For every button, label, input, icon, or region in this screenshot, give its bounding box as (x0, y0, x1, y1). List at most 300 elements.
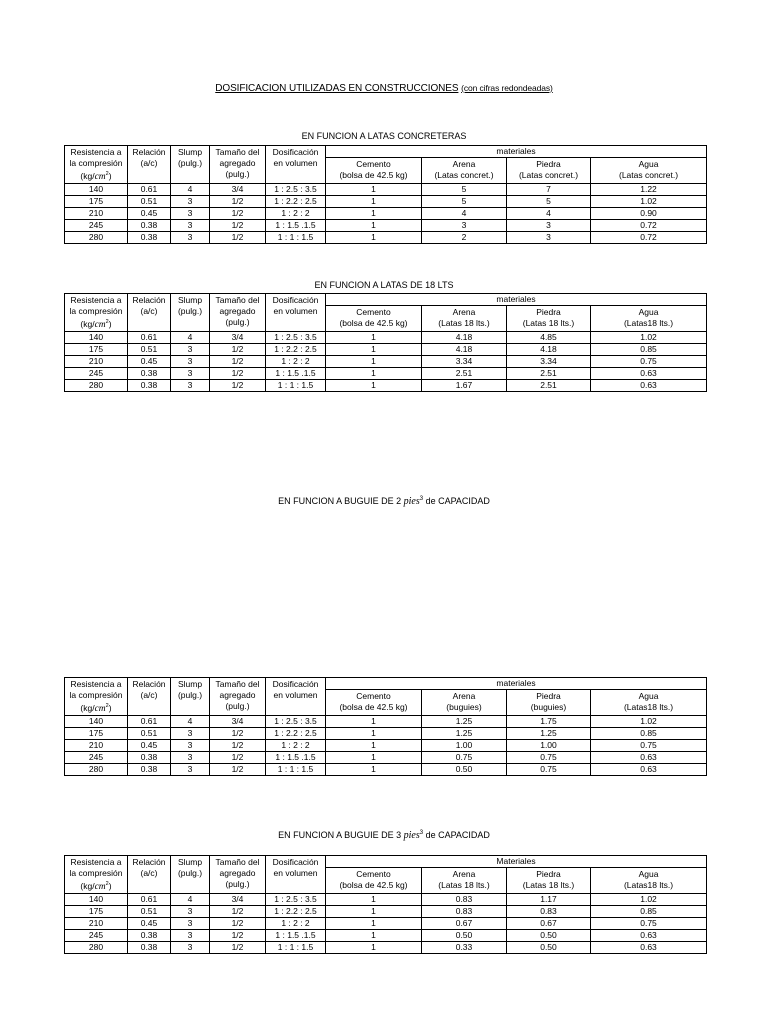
cell-text: en volumen (273, 868, 318, 878)
header-relacion (128, 294, 171, 332)
table-cell: 4 (171, 715, 210, 727)
cell-text: (kg/ (80, 702, 95, 713)
table-cell: 175 (65, 343, 128, 355)
table-cell: 1 (326, 751, 422, 763)
header-dosificacion (266, 294, 326, 332)
table-cell: 0.67 (507, 917, 591, 929)
table-cell: 0.85 (591, 343, 707, 355)
header-arena (422, 690, 507, 716)
table-cell: 1 : 2.5 : 3.5 (266, 715, 326, 727)
table-cell: 3 (171, 219, 210, 231)
table-cell: 1 (326, 929, 422, 941)
table-cell: 1 : 2 : 2 (266, 207, 326, 219)
cell-text: Tamaño del (215, 295, 260, 305)
table-cell: 1 : 2.2 : 2.5 (266, 727, 326, 739)
cell-text: (pulg.) (177, 868, 203, 878)
table-cell: 0.72 (591, 219, 707, 231)
table-cell: 0.50 (507, 929, 591, 941)
cell-text: agregado (219, 306, 256, 316)
table-cell: 3 (171, 343, 210, 355)
table-cell: 1 : 2.2 : 2.5 (266, 905, 326, 917)
table-cell: 1 (326, 219, 422, 231)
section-1-title: EN FUNCION A LATAS CONCRETERAS (301, 131, 467, 141)
table-cell: 140 (65, 893, 128, 905)
cell-text: ) (108, 702, 112, 713)
table-buguie-2-pies (64, 677, 707, 776)
table-cell: 1 : 1 : 1.5 (266, 379, 326, 391)
header-tamano-agregado (210, 146, 266, 184)
table-cell: 1/2 (210, 355, 266, 367)
table-cell: 3 (171, 207, 210, 219)
table-cell: 1 (326, 763, 422, 775)
table-cell: 1 (326, 905, 422, 917)
cell-text: (a/c) (140, 306, 158, 316)
table-cell: 280 (65, 941, 128, 953)
header-cemento (326, 690, 422, 716)
document-title-note: (con cifras redondeadas) (461, 83, 553, 93)
cell-text: agregado (219, 868, 256, 878)
cell-text: (Latas18 lts.) (623, 702, 674, 712)
header-tamano-agregado (210, 856, 266, 894)
cell-text: Dosificación (272, 679, 319, 689)
table-row (65, 219, 707, 231)
table-cell: 1 : 1.5 .1.5 (266, 751, 326, 763)
table-row (65, 231, 707, 243)
table-cell: 1.25 (422, 727, 507, 739)
cell-text: Dosificación (272, 295, 319, 305)
table-cell: 4.18 (422, 331, 507, 343)
table-cell: 0.38 (128, 763, 171, 775)
table-cell: 1.25 (507, 727, 591, 739)
table-latas-18-lts (64, 293, 707, 392)
table-cell: 0.83 (422, 905, 507, 917)
cell-text: (Latas concret.) (518, 170, 579, 180)
section-3-title (0, 496, 768, 507)
table-cell: 0.45 (128, 207, 171, 219)
table-cell: 1.75 (507, 715, 591, 727)
cell-text: Piedra (536, 869, 561, 879)
cell-text: pies (403, 830, 420, 841)
cell-text: cm (94, 319, 106, 330)
table-cell: 210 (65, 917, 128, 929)
table-cell: 3/4 (210, 183, 266, 195)
table-cell: 1 (326, 183, 422, 195)
cell-text: Relación (132, 679, 166, 689)
table-cell: 0.90 (591, 207, 707, 219)
header-agua (591, 690, 707, 716)
table-cell: 1 : 2.5 : 3.5 (266, 893, 326, 905)
cell-text: (Latas 18 lts.) (438, 880, 490, 890)
cell-text: (Latas18 lts.) (623, 318, 674, 328)
table-cell: 0.75 (591, 917, 707, 929)
table-cell: 2 (422, 231, 507, 243)
table-cell: 1/2 (210, 917, 266, 929)
header-cemento (326, 868, 422, 894)
cell-text: (bolsa de 42.5 kg) (339, 702, 408, 712)
cell-text: cm (94, 171, 106, 182)
cell-text: (a/c) (140, 868, 158, 878)
table-cell: 0.51 (128, 905, 171, 917)
header-tamano-agregado (210, 678, 266, 716)
table-cell: 1.02 (591, 195, 707, 207)
header-dosificacion (266, 146, 326, 184)
table-cell: 1/2 (210, 763, 266, 775)
table-cell: 245 (65, 367, 128, 379)
header-relacion (128, 856, 171, 894)
cell-text: Resistencia a (70, 295, 122, 305)
header-agua (591, 868, 707, 894)
table-cell: 3.34 (507, 355, 591, 367)
table-cell: 3 (171, 941, 210, 953)
section-4-title (0, 830, 768, 841)
table-cell: 0.38 (128, 219, 171, 231)
cell-text: Slump (177, 857, 203, 867)
table-cell: 1 (326, 367, 422, 379)
table-cell: 3 (507, 231, 591, 243)
table-cell: 0.72 (591, 231, 707, 243)
table-cell: 0.61 (128, 331, 171, 343)
table-cell: 1 (326, 727, 422, 739)
cell-text: Agua (638, 159, 659, 169)
cell-text: cm (94, 703, 106, 714)
header-relacion (128, 146, 171, 184)
cell-text: (a/c) (140, 158, 158, 168)
table-cell: 1/2 (210, 905, 266, 917)
cell-text: (kg/ (80, 318, 95, 329)
table-cell: 4 (171, 331, 210, 343)
table-cell: 1 (326, 207, 422, 219)
table-cell: 3/4 (210, 715, 266, 727)
table-cell: 5 (422, 195, 507, 207)
table-cell: 140 (65, 183, 128, 195)
table-cell: 0.75 (507, 763, 591, 775)
cell-text: de CAPACIDAD (423, 830, 490, 840)
table-cell: 1 (326, 355, 422, 367)
header-resistencia (65, 146, 128, 184)
table-cell: 1 : 2 : 2 (266, 917, 326, 929)
table-cell: 0.45 (128, 739, 171, 751)
table-cell: 0.63 (591, 751, 707, 763)
table-cell: 245 (65, 929, 128, 941)
cell-text: (bolsa de 42.5 kg) (339, 318, 408, 328)
table-cell: 1/2 (210, 727, 266, 739)
cell-text: (Latas 18 lts.) (522, 318, 575, 328)
cell-text: la compresión (69, 158, 123, 168)
cell-text: (kg/ (80, 880, 95, 891)
cell-text: de CAPACIDAD (423, 496, 490, 506)
table-cell: 0.83 (507, 905, 591, 917)
table-cell: 3/4 (210, 331, 266, 343)
cell-text: Slump (177, 147, 203, 157)
table-cell: 1 : 1.5 .1.5 (266, 219, 326, 231)
cell-text: 2 (105, 881, 109, 887)
table-cell: 1/2 (210, 739, 266, 751)
table-cell: 175 (65, 905, 128, 917)
cell-text: en volumen (273, 306, 318, 316)
table-cell: 1/2 (210, 367, 266, 379)
table-row (65, 727, 707, 739)
table-cell: 210 (65, 207, 128, 219)
cell-text: (pulg.) (225, 317, 250, 327)
table-row (65, 763, 707, 775)
section-2-title: EN FUNCION A LATAS DE 18 LTS (314, 280, 454, 290)
table-cell: 2.51 (507, 367, 591, 379)
cell-text: 3 (419, 830, 424, 836)
table-cell: 3 (171, 739, 210, 751)
cell-text: (kg/ (80, 170, 95, 181)
table-cell: 1 (326, 739, 422, 751)
table-cell: 140 (65, 331, 128, 343)
cell-text (65, 879, 127, 893)
table-cell: 1 : 1.5 .1.5 (266, 367, 326, 379)
table-row (65, 893, 707, 905)
cell-text (65, 317, 127, 331)
header-piedra (507, 158, 591, 184)
header-materiales: Materiales (326, 856, 707, 868)
cell-text: ) (108, 880, 112, 891)
table-cell: 0.85 (591, 905, 707, 917)
document-title-text: DOSIFICACION UTILIZADAS EN CONSTRUCCIONES (215, 83, 459, 94)
document-title (0, 83, 768, 94)
cell-text: 2 (105, 319, 109, 325)
table-cell: 1.00 (422, 739, 507, 751)
header-piedra (507, 690, 591, 716)
cell-text: (pulg.) (177, 158, 203, 168)
cell-text: (pulg.) (177, 690, 203, 700)
table-cell: 1/2 (210, 231, 266, 243)
table-cell: 1 (326, 343, 422, 355)
table-cell: 1 (326, 231, 422, 243)
header-cemento (326, 158, 422, 184)
header-materiales: materiales (326, 678, 707, 690)
table-row (65, 905, 707, 917)
table-cell: 0.75 (422, 751, 507, 763)
cell-text: la compresión (69, 690, 123, 700)
cell-text: pies (403, 496, 420, 507)
table-cell: 0.50 (507, 941, 591, 953)
table-cell: 0.51 (128, 727, 171, 739)
table-cell: 3 (171, 355, 210, 367)
table-latas-concreteras (64, 145, 707, 244)
cell-text: Agua (638, 307, 659, 317)
cell-text: Dosificación (272, 147, 319, 157)
table-row (65, 207, 707, 219)
table-cell: 3 (171, 917, 210, 929)
cell-text: Tamaño del (215, 147, 260, 157)
cell-text: Agua (638, 691, 659, 701)
table-cell: 175 (65, 195, 128, 207)
table-cell: 140 (65, 715, 128, 727)
cell-text: en volumen (273, 158, 318, 168)
table-cell: 1 : 2.2 : 2.5 (266, 195, 326, 207)
table-cell: 3 (171, 379, 210, 391)
table-row (65, 941, 707, 953)
table-cell: 1 (326, 195, 422, 207)
table-row (65, 367, 707, 379)
header-arena (422, 306, 507, 332)
cell-text: 3 (419, 496, 424, 502)
table-buguie-3-pies (64, 855, 707, 954)
cell-text: agregado (219, 158, 256, 168)
cell-text: Cemento (356, 307, 391, 317)
table-cell: 1/2 (210, 929, 266, 941)
table-cell: 3 (171, 763, 210, 775)
table-cell: 5 (422, 183, 507, 195)
table-cell: 0.61 (128, 893, 171, 905)
table-cell: 0.75 (591, 739, 707, 751)
cell-text: Cemento (356, 869, 391, 879)
header-slump (171, 856, 210, 894)
cell-text: Agua (638, 869, 659, 879)
table-row (65, 917, 707, 929)
table-cell: 0.61 (128, 183, 171, 195)
table-cell: 1.67 (422, 379, 507, 391)
cell-text: (buguies) (530, 702, 567, 712)
table-cell: 4.85 (507, 331, 591, 343)
table-cell: 175 (65, 727, 128, 739)
table-cell: 4 (171, 893, 210, 905)
table-cell: 1/2 (210, 207, 266, 219)
table-cell: 1 (326, 941, 422, 953)
cell-text: Relación (132, 857, 166, 867)
table-cell: 1 : 1 : 1.5 (266, 231, 326, 243)
header-resistencia (65, 856, 128, 894)
table-cell: 3 (507, 219, 591, 231)
cell-text: Piedra (536, 159, 561, 169)
table-cell: 1/2 (210, 219, 266, 231)
header-relacion (128, 678, 171, 716)
cell-text: en volumen (273, 690, 318, 700)
cell-text: la compresión (69, 868, 123, 878)
table-cell: 4 (507, 207, 591, 219)
table-row (65, 929, 707, 941)
header-agua (591, 158, 707, 184)
table-cell: 1 : 2.5 : 3.5 (266, 183, 326, 195)
table-cell: 2.51 (422, 367, 507, 379)
table-cell: 1 (326, 893, 422, 905)
table-cell: 0.67 (422, 917, 507, 929)
cell-text: 2 (105, 171, 109, 177)
table-row (65, 379, 707, 391)
table-cell: 1.02 (591, 331, 707, 343)
table-cell: 1/2 (210, 343, 266, 355)
table-cell: 3 (171, 905, 210, 917)
table-cell: 0.38 (128, 231, 171, 243)
cell-text: (bolsa de 42.5 kg) (339, 880, 408, 890)
cell-text: (Latas 18 lts.) (522, 880, 575, 890)
table-cell: 0.45 (128, 917, 171, 929)
table-cell: 0.75 (507, 751, 591, 763)
cell-text: Slump (177, 295, 203, 305)
cell-text (65, 169, 127, 183)
table-cell: 245 (65, 751, 128, 763)
cell-text (65, 701, 127, 715)
cell-text: (Latas concret.) (618, 170, 679, 180)
table-cell: 1.17 (507, 893, 591, 905)
cell-text: Relación (132, 147, 166, 157)
table-cell: 4.18 (507, 343, 591, 355)
header-arena (422, 868, 507, 894)
table-row (65, 715, 707, 727)
table-cell: 1 : 2.5 : 3.5 (266, 331, 326, 343)
table-cell: 280 (65, 231, 128, 243)
table-cell: 3 (171, 929, 210, 941)
table-cell: 3/4 (210, 893, 266, 905)
header-materiales: materiales (326, 294, 707, 306)
cell-text: Resistencia a (70, 857, 122, 867)
table-cell: 0.38 (128, 367, 171, 379)
cell-text: Dosificación (272, 857, 319, 867)
table-row (65, 195, 707, 207)
table-row (65, 331, 707, 343)
table-cell: 0.63 (591, 763, 707, 775)
table-cell: 1 : 2 : 2 (266, 355, 326, 367)
table-cell: 1 : 2.2 : 2.5 (266, 343, 326, 355)
cell-text: la compresión (69, 306, 123, 316)
cell-text: (Latas concret.) (434, 170, 494, 180)
table-cell: 0.63 (591, 941, 707, 953)
table-cell: 1.25 (422, 715, 507, 727)
table-cell: 0.51 (128, 343, 171, 355)
table-cell: 0.83 (422, 893, 507, 905)
cell-text: (buguies) (446, 702, 482, 712)
cell-text: Cemento (356, 691, 391, 701)
table-cell: 1 : 2 : 2 (266, 739, 326, 751)
cell-text: (pulg.) (225, 701, 250, 711)
header-slump (171, 678, 210, 716)
header-arena (422, 158, 507, 184)
table-cell: 245 (65, 219, 128, 231)
table-cell: 3 (171, 751, 210, 763)
cell-text: Tamaño del (215, 679, 260, 689)
table-cell: 1 : 1.5 .1.5 (266, 929, 326, 941)
table-cell: 1.22 (591, 183, 707, 195)
cell-text: ) (108, 318, 112, 329)
table-cell: 0.45 (128, 355, 171, 367)
table-cell: 4 (422, 207, 507, 219)
cell-text: EN FUNCION A BUGUIE DE 2 (278, 496, 404, 506)
cell-text: Arena (452, 691, 476, 701)
table-cell: 1 (326, 379, 422, 391)
table-cell: 5 (507, 195, 591, 207)
header-resistencia (65, 678, 128, 716)
table-cell: 210 (65, 355, 128, 367)
table-cell: 3 (171, 231, 210, 243)
header-slump (171, 294, 210, 332)
table-cell: 0.63 (591, 367, 707, 379)
table-cell: 280 (65, 379, 128, 391)
table-cell: 7 (507, 183, 591, 195)
cell-text: Piedra (536, 307, 561, 317)
cell-text: Arena (452, 159, 476, 169)
table-cell: 1 : 1 : 1.5 (266, 763, 326, 775)
table-cell: 4 (171, 183, 210, 195)
table-cell: 1.02 (591, 893, 707, 905)
cell-text: (Latas 18 lts.) (438, 318, 490, 328)
table-cell: 0.63 (591, 379, 707, 391)
table-cell: 280 (65, 763, 128, 775)
table-cell: 0.38 (128, 929, 171, 941)
header-tamano-agregado (210, 294, 266, 332)
table-cell: 2.51 (507, 379, 591, 391)
table-cell: 0.61 (128, 715, 171, 727)
cell-text: 2 (105, 703, 109, 709)
table-cell: 3.34 (422, 355, 507, 367)
cell-text: (pulg.) (225, 169, 250, 179)
table-row (65, 355, 707, 367)
table-cell: 0.38 (128, 941, 171, 953)
cell-text: Slump (177, 679, 203, 689)
